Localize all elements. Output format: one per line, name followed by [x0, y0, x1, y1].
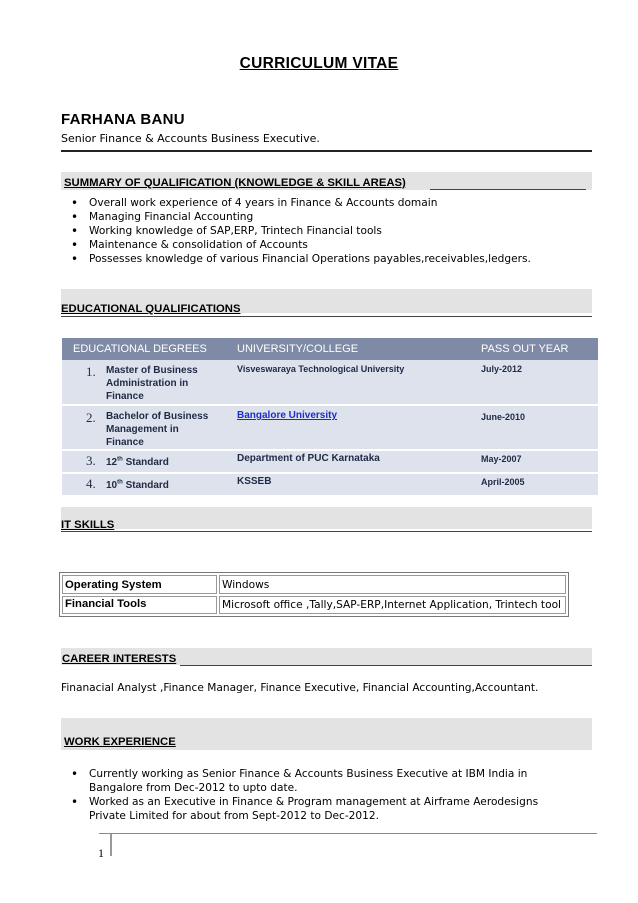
year-cell: July-2012 [469, 360, 598, 405]
table-row [62, 405, 598, 450]
row-number: 3. [86, 453, 96, 468]
degree-part-1: Master of [106, 365, 151, 376]
education-rule [61, 316, 592, 317]
degree-part-1: 10 [106, 480, 118, 491]
skill-label: Financial Tools [62, 596, 217, 614]
degree-part-2: Business Management in Finance [106, 411, 209, 448]
summary-item: • Maintenance & consolidation of Accounts [62, 238, 592, 252]
degree-part-1: Bachelor of [106, 411, 162, 422]
education-table [62, 338, 598, 497]
table-row [62, 596, 566, 614]
it-skills-rule [61, 531, 592, 532]
footer-divider [110, 834, 112, 856]
degree-part-1: 12 [106, 457, 118, 468]
work-item: • Currently working as Senior Finance & Accounts Business Executive at IBM India in Bangalore from Dec-2012 to upto date. [62, 767, 562, 795]
it-skills-table [59, 572, 569, 617]
education-table-header [62, 338, 598, 360]
row-number: 1. [86, 364, 96, 379]
degree-part-2: Standard [125, 457, 169, 468]
degree-cell [62, 450, 232, 473]
degree-part-2: Business Administration in Finance [106, 365, 198, 402]
row-number: 2. [86, 410, 96, 425]
row-number: 4. [86, 476, 96, 491]
table-row [62, 575, 566, 594]
header-divider [61, 150, 592, 152]
university-cell [232, 405, 469, 450]
university-cell: Visveswaraya Technological University [232, 360, 469, 405]
table-row [62, 473, 598, 496]
summary-list [62, 196, 592, 266]
degree-sup: th [117, 456, 123, 463]
education-heading: EDUCATIONAL QUALIFICATIONS [61, 303, 241, 315]
candidate-subtitle: Senior Finance & Accounts Business Executive. [61, 132, 320, 145]
year-cell: June-2010 [469, 405, 598, 450]
degree-text [106, 410, 216, 449]
table-row [62, 360, 598, 405]
column-header-degrees: EDUCATIONAL DEGREES [62, 338, 232, 360]
degree-cell [62, 473, 232, 496]
work-heading: WORK EXPERIENCE [64, 736, 176, 748]
career-rule [180, 665, 592, 666]
year-cell: May-2007 [469, 450, 598, 473]
table-row [62, 450, 598, 473]
candidate-name: FARHANA BANU [61, 111, 185, 128]
university-cell: Department of PUC Karnataka [232, 450, 469, 473]
degree-part-2: Standard [125, 480, 169, 491]
degree-cell [62, 405, 232, 450]
summary-heading-rule [430, 189, 586, 190]
skill-value: Windows [219, 575, 566, 594]
university-cell: KSSEB [232, 473, 469, 496]
column-header-year: PASS OUT YEAR [469, 338, 598, 360]
summary-item: • Working knowledge of SAP,ERP, Trintech Financial tools [62, 224, 592, 238]
career-heading: CAREER INTERESTS [62, 653, 177, 665]
it-skills-band [61, 507, 592, 529]
work-item: • Worked as an Executive in Finance & Program management at Airframe Aerodesigns Private Limited for about from Sept-2012 to Dec-2012. [62, 795, 562, 823]
work-list [62, 767, 562, 823]
degree-sup: th [117, 479, 123, 486]
footer-rule [99, 833, 597, 834]
year-cell: April-2005 [469, 473, 598, 496]
summary-item: • Possesses knowledge of various Financial Operations payables,receivables,ledgers. [62, 252, 592, 266]
career-text: Finanacial Analyst ,Finance Manager, Finance Executive, Financial Accounting,Accountant. [61, 682, 539, 694]
column-header-university: UNIVERSITY/COLLEGE [232, 338, 469, 360]
it-skills-heading: IT SKILLS [61, 519, 115, 531]
summary-item: • Managing Financial Accounting [62, 210, 592, 224]
skill-value: Microsoft office ,Tally,SAP-ERP,Internet Application, Trintech tool [219, 596, 566, 614]
summary-item: • Overall work experience of 4 years in Finance & Accounts domain [62, 196, 592, 210]
summary-heading: SUMMARY OF QUALIFICATION (KNOWLEDGE & SKILL AREAS) [64, 177, 406, 189]
cv-title: CURRICULUM VITAE [239, 55, 399, 72]
skill-label: Operating System [62, 575, 217, 594]
university-link[interactable]: Bangalore University [237, 410, 338, 421]
degree-text [106, 364, 216, 403]
page-number: 1 [98, 846, 104, 860]
degree-cell [62, 360, 232, 405]
